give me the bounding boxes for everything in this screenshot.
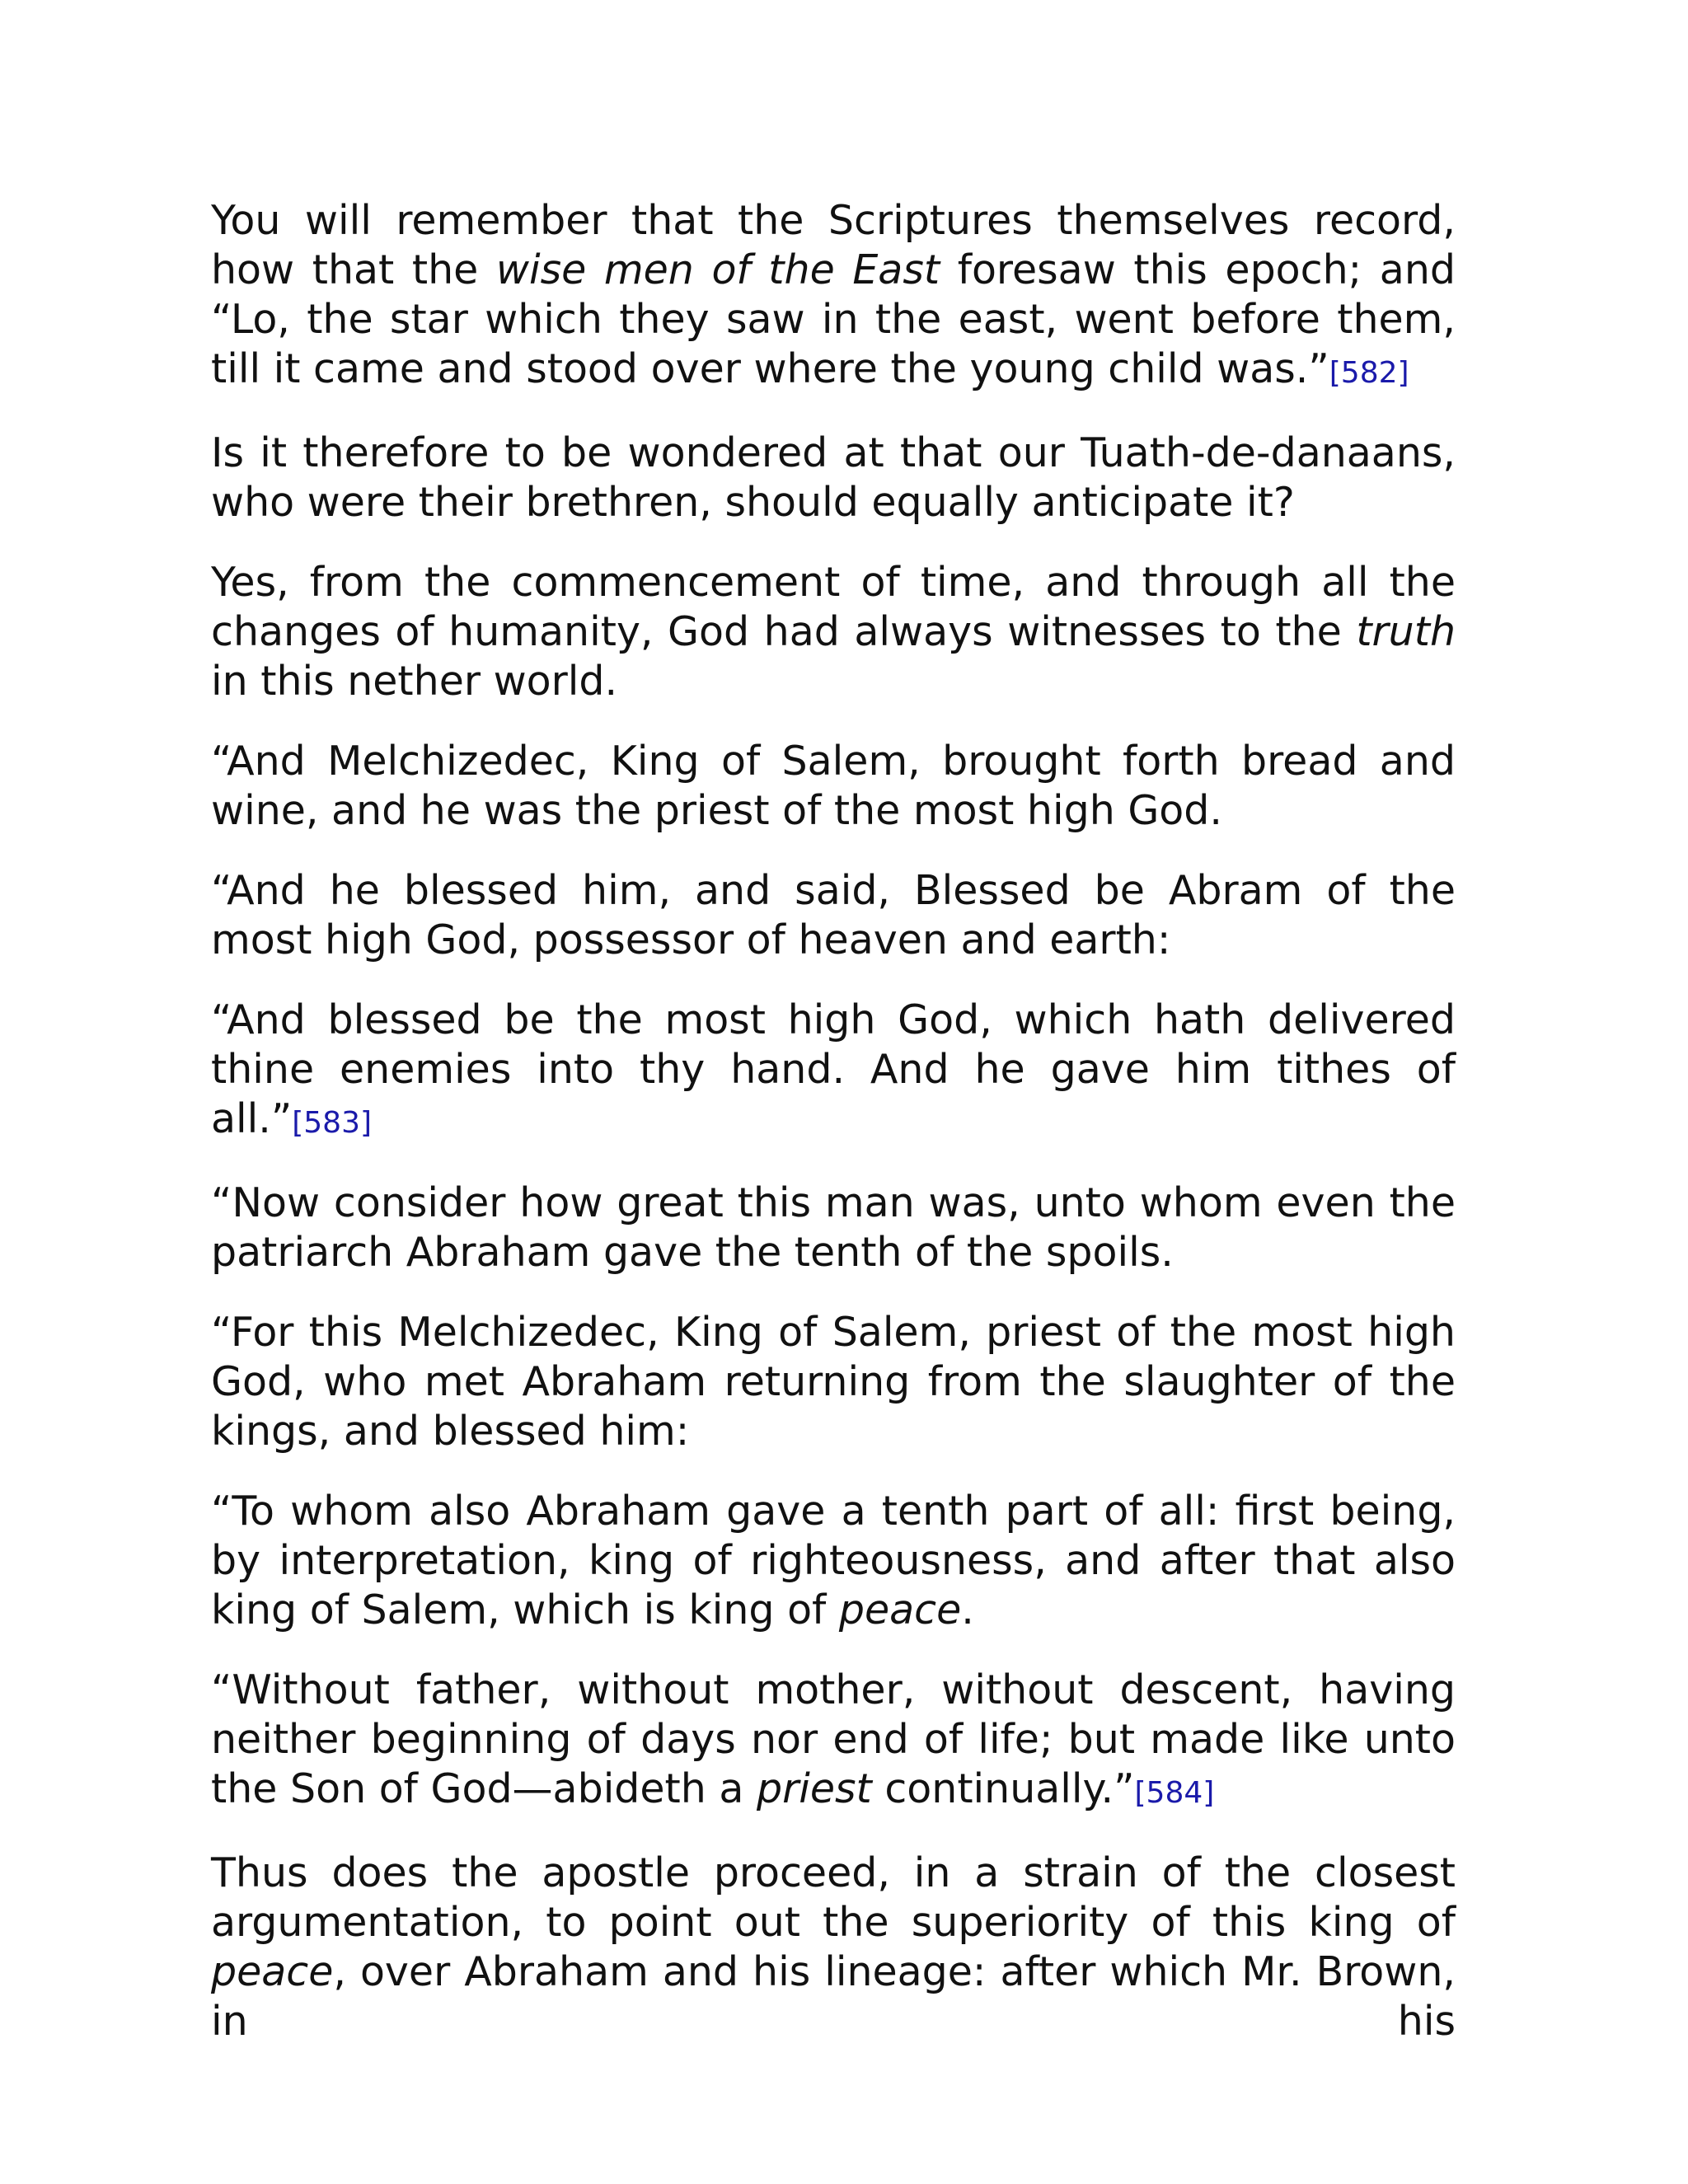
footnote-link[interactable]: [583]: [292, 1106, 373, 1140]
paragraph: [211, 866, 1456, 965]
paragraph-text: Yes, from the commencement of time, and through all the changes of humanity, God had always witnesses to the: [211, 559, 1456, 655]
paragraph-text: “Now consider how great this man was, unto whom even the patriarch Abraham gave the tenth of the spoils.: [211, 1179, 1456, 1276]
paragraph: [211, 1308, 1456, 1456]
document-page: [211, 196, 1456, 2077]
footnote-link[interactable]: [584]: [1134, 1776, 1215, 1810]
paragraph-text: .: [961, 1586, 974, 1633]
italic-text: wise men of the East: [495, 246, 940, 293]
paragraph: [211, 1666, 1456, 1818]
paragraph-text: continually.”: [871, 1765, 1135, 1812]
italic-text: peace: [838, 1586, 962, 1633]
paragraph-text: “To whom also Abraham gave a tenth part of all: first being, by interpretation, king of righteousness, and after that also king of Salem, which is king of: [211, 1488, 1456, 1633]
paragraph-text: You will remember that the Scriptures themselves record, how that the: [211, 197, 1456, 293]
paragraph-text: Thus does the apostle proceed, in a strain of the closest argumentation, to point out the superiority of this king of: [211, 1849, 1456, 1946]
paragraph-text: “For this Melchizedec, King of Salem, priest of the most high God, who met Abraham returning from the slaughter of the kings, and blessed him:: [211, 1309, 1456, 1455]
paragraph-text: “And blessed be the most high God, which hath delivered thine enemies into thy hand. And he gave him tithes of all.”: [211, 996, 1456, 1142]
paragraph-text: , over Abraham and his lineage: after which Mr. Brown, in his: [211, 1948, 1456, 2045]
paragraph: [211, 558, 1456, 706]
paragraph: [211, 996, 1456, 1148]
paragraph: [211, 1487, 1456, 1635]
italic-text: truth: [1356, 608, 1456, 655]
italic-text: priest: [757, 1765, 872, 1812]
paragraph-text: foresaw this epoch; and “Lo, the star which they saw in the east, went before them, till it came and stood over where the young child was.”: [211, 246, 1456, 392]
paragraph-text: “Without father, without mother, without descent, having neither beginning of days nor end of life; but made like unto the Son of God—abideth a: [211, 1666, 1456, 1812]
paragraph: [211, 429, 1456, 527]
italic-text: peace: [211, 1948, 334, 1995]
paragraph: [211, 737, 1456, 836]
paragraph-text: in this nether world.: [211, 658, 618, 705]
paragraph-text: “And Melchizedec, King of Salem, brought forth bread and wine, and he was the priest of the most high God.: [211, 738, 1456, 834]
paragraph: [211, 1179, 1456, 1277]
paragraph: [211, 1849, 1456, 2046]
paragraph-text: Is it therefore to be wondered at that our Tuath-de-danaans, who were their brethren, should equally anticipate it?: [211, 429, 1456, 526]
paragraph: [211, 196, 1456, 398]
footnote-link[interactable]: [582]: [1329, 356, 1409, 390]
paragraph-text: “And he blessed him, and said, Blessed be Abram of the most high God, possessor of heaven and earth:: [211, 867, 1456, 963]
